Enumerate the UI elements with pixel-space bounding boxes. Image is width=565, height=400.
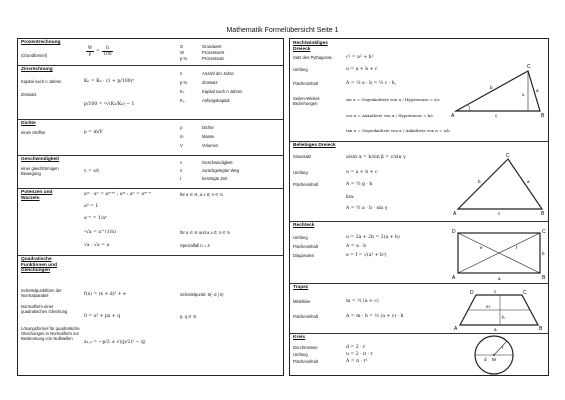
legend-text: Volumen (202, 143, 219, 148)
formula: e = f = √(a² + b²) (346, 253, 387, 258)
formula-label: Lösungsformel für quadratische Gleichungen in Normalform zur Bestimmung von Nullstellen (21, 326, 80, 341)
section-kreis (290, 333, 548, 377)
formula-label: Flächeninhalt (293, 359, 318, 364)
section-heading: Prozentrechnung (21, 40, 61, 45)
section-heading: Zinsrechnung (21, 67, 53, 72)
formula: aᵐ · aⁿ = aᵐ⁺ⁿ ; aᵐ : aⁿ = aᵐ⁻ⁿ (84, 192, 152, 197)
formula: x₁,₂ = −p/2 ± √((p/2)² − q) (84, 340, 146, 345)
formula-label: Umfang (293, 235, 308, 240)
section-heading: Rechtwinkliges Dreieck (293, 41, 328, 52)
legend-symbol: m (180, 134, 184, 139)
formula: u = a + b + c (346, 170, 378, 175)
left-formula-panel (17, 38, 284, 376)
legend-text: Kapital nach n Jahren (202, 89, 243, 94)
formula: tan α = Gegenkathete von α / Ankathete von α = a/b (346, 128, 450, 133)
side-label-b: b (490, 85, 493, 90)
formula: u = 2a + 2b = 2(a + b) (346, 235, 400, 240)
formula: p/100 = ⁿ√(Kₙ/K₀) − 1 (84, 102, 135, 107)
formula: f(x) = (x + d)² + e (84, 292, 126, 297)
formula-label: Zinssatz (21, 92, 37, 97)
formula: Kₙ = K₀ · (1 + p/100)ⁿ (84, 79, 135, 84)
section-dichte (18, 119, 283, 156)
formula: A = m · h = ½ (a + c) · h (346, 314, 404, 319)
side-label-c: c (498, 211, 501, 216)
legend-text: Zinssatz (202, 80, 218, 85)
formula: u = a + b + c (346, 67, 378, 72)
formula: a⁻ⁿ = 1/aⁿ (84, 216, 108, 221)
formula-fraction: G 100 (103, 45, 112, 56)
section-potenzen-wurzeln (18, 188, 283, 256)
formula-fraction: W p (87, 45, 93, 56)
legend-text: Geschwindigkeit (202, 160, 233, 165)
formula-label: Umfang (293, 170, 308, 175)
formula-label: Mittellinie (293, 299, 311, 304)
formula-condition: für a ∈ ℝ und a ≥ 0; n ∈ ℕ (180, 230, 231, 235)
side-label-a: a (536, 88, 539, 93)
section-rechteck (290, 221, 548, 284)
general-triangle-figure (450, 151, 548, 217)
section-heading: Rechteck (293, 223, 315, 228)
formula-label: Flächeninhalt (293, 81, 318, 86)
vertex-label-B: B (541, 113, 545, 119)
section-heading: Quadratische Funktionen und Gleichungen (21, 257, 57, 274)
formula: sin α = Gegenkathete von α / Hypotenuse = a/c (346, 97, 441, 102)
trapezoid-figure (450, 287, 548, 331)
legend-text: zurückgelegter Weg (202, 168, 240, 173)
formula: √a · √a = a (84, 243, 110, 248)
right-formula-panel (289, 38, 549, 376)
legend-text: Anfangskapital (202, 98, 230, 103)
radius-label: r (502, 345, 504, 350)
formula-label: Durchmesser (293, 345, 318, 350)
section-quadratische-funktionen (18, 255, 283, 377)
side-label-a: a (498, 276, 501, 281)
height-label: h (502, 315, 505, 320)
formula: m = ½ (a + c) (346, 299, 379, 304)
section-heading: Beliebiges Dreieck (293, 143, 336, 148)
legend-symbol: W (180, 50, 184, 55)
formula-label: Flächeninhalt (293, 182, 318, 187)
diagonal-label-f: f (516, 245, 518, 250)
formula: A = π · r² (346, 359, 368, 364)
formula-label: bzw. (346, 194, 355, 199)
vertex-label-C: C (542, 229, 546, 235)
right-triangle-figure (450, 59, 548, 119)
diagonal-label-e: e (480, 245, 483, 250)
vertex-label-A: A (452, 275, 456, 281)
formula-condition: Spezialfall n = 2 (180, 243, 210, 248)
section-heading: Potenzen und Wurzeln (21, 190, 53, 201)
formula: 0 = x² + px + q (84, 314, 121, 319)
legend-text: Masse (202, 134, 215, 139)
formula-condition: für a ∈ ℝ, a ≠ 0; n ∈ ℕ (180, 192, 224, 197)
section-heading: Kreis (293, 335, 305, 340)
height-label: h꜀ (522, 92, 526, 97)
formula-label: Normalform einer quadratischen Gleichung (21, 304, 68, 314)
legend-symbol: Kₙ (180, 89, 185, 94)
section-zinsrechnung (18, 65, 283, 120)
legend-symbol: G (180, 44, 184, 49)
vertex-label-D: D (452, 229, 456, 235)
rectangle-figure (450, 227, 548, 281)
midline-label: m (486, 304, 490, 309)
formula: u = 2 · π · r (346, 352, 373, 357)
vertex-label-C: C (527, 64, 531, 70)
center-label: M (492, 357, 496, 362)
equals-sign: = (96, 48, 100, 54)
circle-figure (470, 334, 518, 376)
vertex-label-A: A (453, 211, 457, 217)
side-label-a: a (527, 179, 530, 184)
vertex-label-B: B (539, 326, 543, 331)
legend-symbol: n (180, 71, 183, 76)
formula-label: Umfang (293, 352, 308, 357)
formula: a/sin α = b/sin β = c/sin γ (346, 155, 406, 160)
legend-text: Anzahl der Jahre (202, 71, 234, 76)
legend-symbol: ρ (180, 125, 183, 130)
section-heading: Trapez (293, 285, 309, 290)
formula: c² = a² + b² (346, 55, 374, 60)
vertex-label-B: B (542, 275, 546, 281)
section-rechtwinkliges-dreieck (290, 39, 548, 142)
formula-label: eines Stoffes (21, 130, 46, 135)
formula: cos α = Ankathete von α / Hypotenuse = b/c (346, 113, 434, 118)
formula-condition: p, q ∈ ℝ (180, 314, 197, 319)
vertex-label-B: B (541, 211, 545, 217)
legend-text: Grundwert (202, 44, 222, 49)
side-label-b: b (542, 251, 545, 256)
legend-text: Prozentsatz (202, 56, 225, 61)
side-label-a: a (494, 327, 497, 331)
legend-symbol: s (180, 168, 183, 173)
side-label-b: b (478, 179, 481, 184)
formula-label: Umfang (293, 67, 308, 72)
section-trapez (290, 283, 548, 334)
page-title: Mathematik Formelübersicht Seite 1 (226, 27, 339, 34)
legend-text: benötigte Zeit (202, 176, 228, 181)
legend-text: Prozentwert (202, 50, 225, 55)
legend-symbol: t (180, 176, 182, 181)
formula-label: Flächeninhalt (293, 314, 318, 319)
formula-label: Satz des Pythagoras (293, 55, 332, 60)
formula: v = s/t (84, 169, 100, 174)
formula-label: einer gleichförmigen Bewegung (21, 166, 59, 176)
formula: A = a · b (346, 244, 367, 249)
diameter-label: d (484, 357, 487, 362)
formula-label: (Grundformel) (21, 53, 48, 58)
vertex-label-A: A (454, 326, 458, 331)
legend-text: Dichte (202, 125, 214, 130)
formula: a⁰ = 1 (84, 204, 99, 209)
formula-condition: Scheitelpunkt: S(−d | e) (180, 292, 224, 297)
section-heading: Geschwindigkeit (21, 157, 60, 162)
formula: ρ = m/V (84, 130, 103, 135)
vertex-label-A: A (451, 113, 455, 119)
formula: ⁿ√a = a^(1/n) (84, 230, 117, 235)
formula-label: Seiten-Winkel-Beziehungen (293, 96, 321, 106)
formula: A = ½ g · h (346, 182, 373, 187)
formula: A = ½ a · b = ½ c · h꜀ (346, 81, 397, 86)
formula-label: Sinussatz (293, 154, 312, 159)
vertex-label-D: D (470, 290, 474, 296)
vertex-label-C: C (506, 153, 510, 159)
vertex-label-C: C (523, 290, 527, 296)
formula-label: Flächeninhalt (293, 244, 318, 249)
side-label-c: c (494, 289, 497, 294)
section-heading: Dichte (21, 121, 36, 126)
formula: A = ½ a · b · sin γ (346, 206, 388, 211)
formula-label: Scheitelpunktform der Normalparabel (21, 288, 62, 298)
legend-symbol: V (180, 143, 183, 148)
section-geschwindigkeit (18, 155, 283, 189)
legend-symbol: v (180, 160, 183, 165)
formula: d = 2 · r (346, 345, 366, 350)
formula-label: Diagonalen (293, 253, 315, 258)
legend-symbol: p % (180, 56, 188, 61)
side-label-c: c (495, 113, 498, 118)
legend-symbol: K₀ (180, 98, 185, 103)
section-beliebiges-dreieck (290, 141, 548, 222)
legend-symbol: p % (180, 80, 188, 85)
section-prozentrechnung (18, 39, 283, 66)
formula-label: Kapital nach n Jahren (21, 79, 62, 84)
